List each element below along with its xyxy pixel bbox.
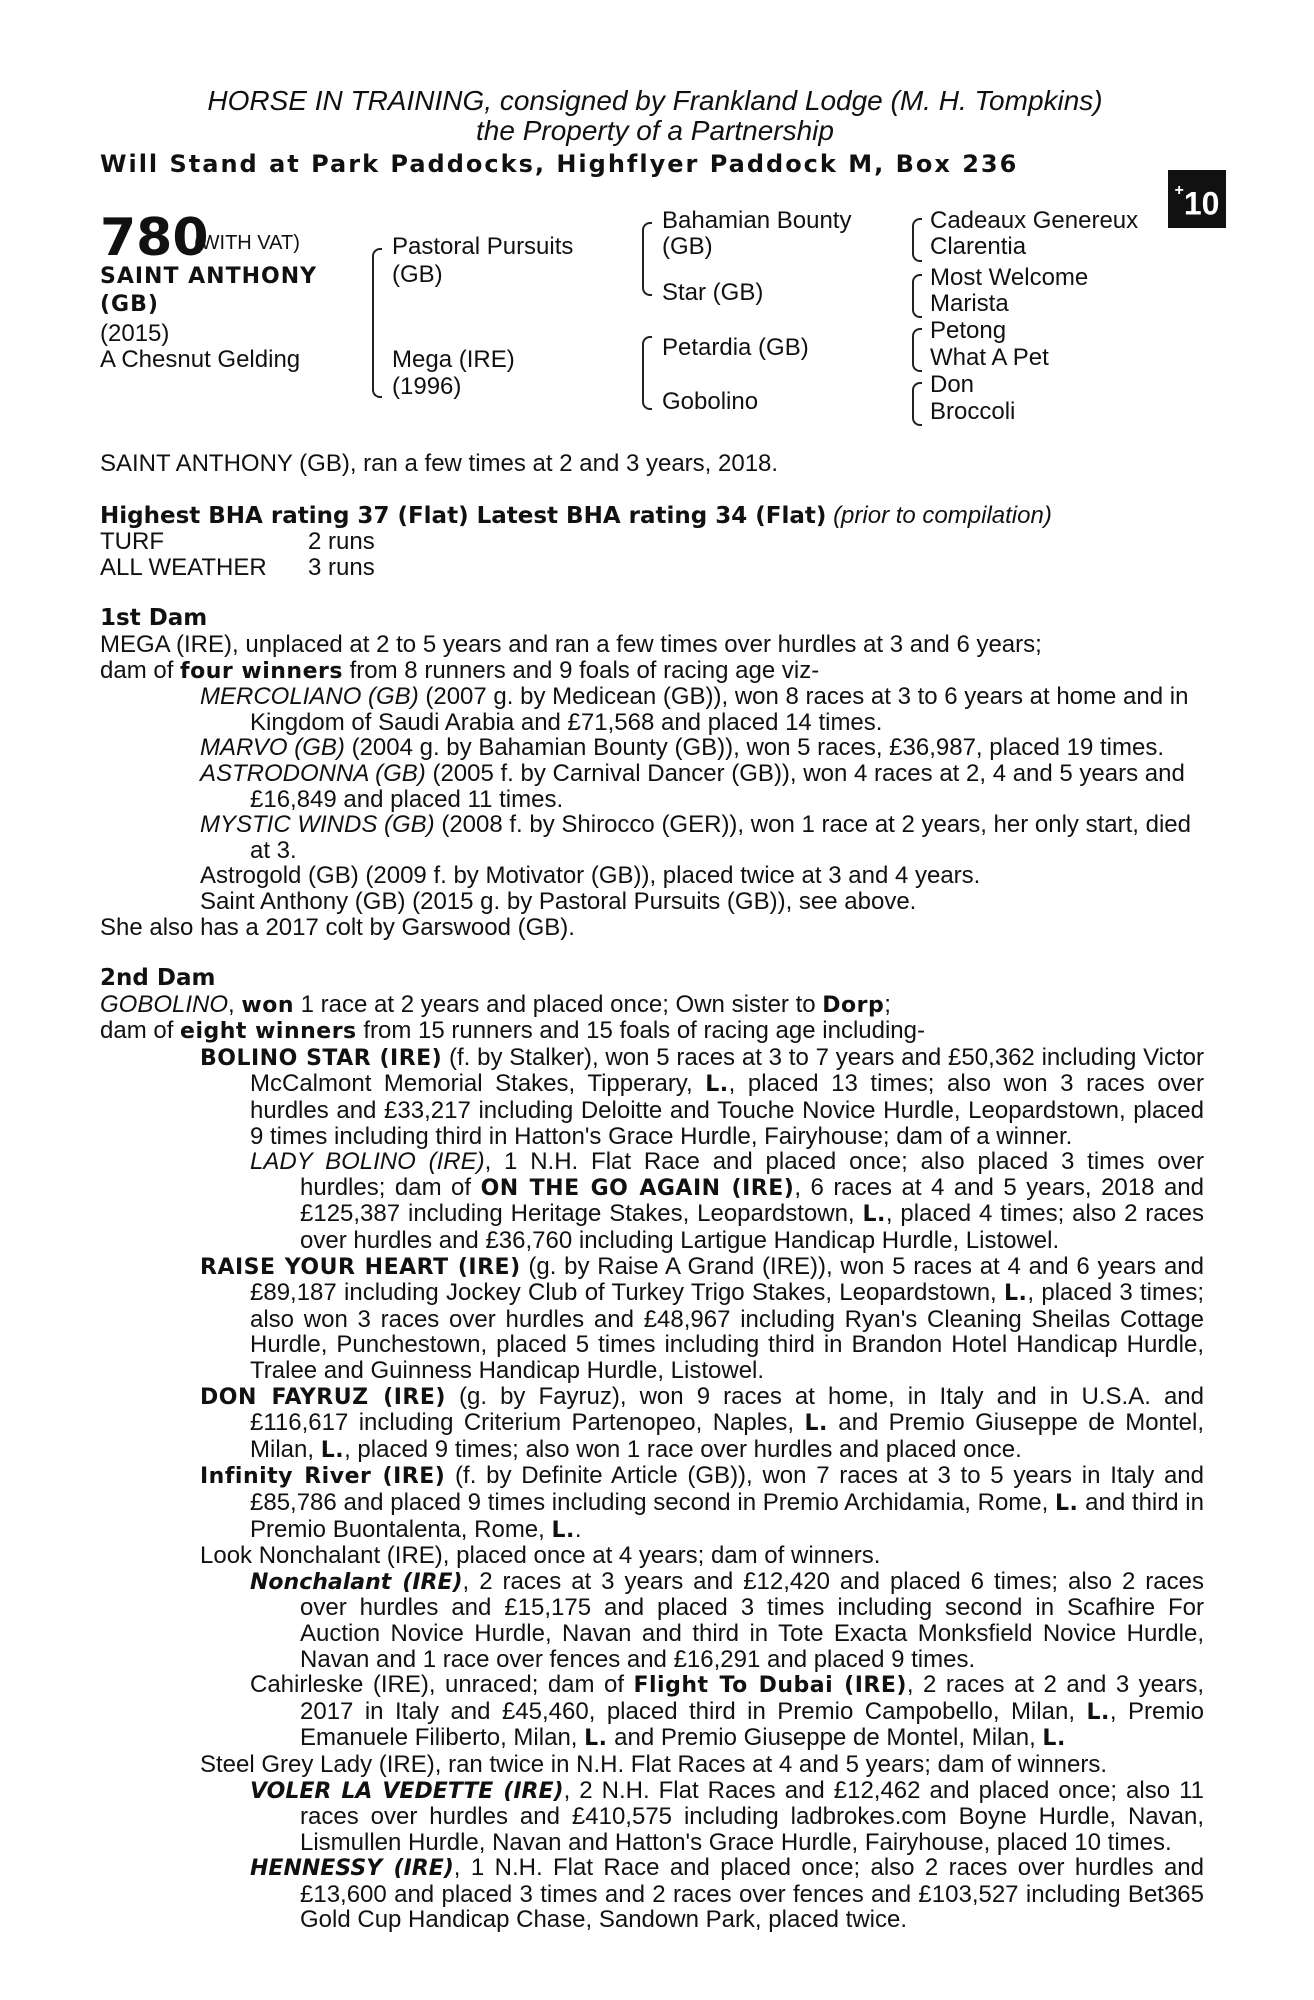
grand-offspring-entry: Nonchalant (IRE), 2 races at 3 years and £12,420 and placed 6 times; also 2 races over hurdles and £15,175 and placed 3 times including second in Scafhire For Auction Novice Hurdle, Navan and third in Tote Exacta Monksfield Novice Hurdle, Navan and 1 race over fences and £16,291 and placed 9 times.	[250, 1567, 1204, 1673]
ownership-line: the Property of a Partnership	[476, 115, 834, 146]
sire-country: (GB)	[392, 261, 443, 288]
grand-offspring-entry: Cahirleske (IRE), unraced; dam of Flight To Dubai (IRE), 2 races at 2 and 3 years, 2017 in Italy and £45,460, placed third in Premio Campobello, Milan, L., Premio Emanuele Filiberto, Milan, L. and Premio Giuseppe de Montel, Milan, L.	[250, 1671, 1204, 1752]
offspring-entry: RAISE YOUR HEART (IRE) (g. by Raise A Grand (IRE)), won 5 races at 4 and 6 years and £89,187 including Jockey Club of Turkey Trigo Stakes, Leopardstown, L., placed 3 times; also won 3 races over hurdles and £48,967 including Ryan's Cleaning Sheilas Cottage Hurdle, Punchestown, placed 5 times including third in Brandon Hotel Handicap Hurdle, Tralee and Guinness Handicap Hurdle, Listowel.	[200, 1252, 1204, 1384]
ped-ssd: Clarentia	[930, 233, 1027, 260]
lot-number: 780	[100, 208, 209, 268]
horse-name: SAINT ANTHONY (GB)	[100, 264, 318, 317]
ped-sss: Cadeaux Genereux	[930, 207, 1139, 234]
first-dam-heading: 1st Dam	[100, 605, 208, 632]
pedigree-brace	[912, 328, 922, 372]
pedigree-brace	[912, 274, 922, 318]
offspring-entry: MERCOLIANO (GB) (2007 g. by Medicean (GB)), won 8 races at 3 to 6 years at home and in Kingdom of Saudi Arabia and £71,568 and placed 14 times.	[200, 683, 1189, 736]
ped-dsd: What A Pet	[930, 344, 1049, 371]
dam-dam: Gobolino	[662, 388, 759, 415]
dam: Mega (IRE)	[392, 346, 515, 373]
sire-sire-country: (GB)	[662, 233, 713, 260]
offspring-entry: Infinity River (IRE) (f. by Definite Article (GB)), won 7 races at 3 to 5 years in Italy and £85,786 and placed 9 times including second in Premio Archidamia, Rome, L. and third in Premio Buontalenta, Rome, L..	[200, 1462, 1204, 1543]
offspring-entry: MARVO (GB) (2004 g. by Bahamian Bounty (GB)), won 5 races, £36,987, placed 19 times.	[200, 734, 1165, 762]
grand-offspring-entry: VOLER LA VEDETTE (IRE), 2 N.H. Flat Races and £12,462 and placed once; also 11 races over hurdles and £410,575 including ladbrokes.com Boyne Hurdle, Navan, Lismullen Hurdle, Navan and Hatton's Grace Hurdle, Fairyhouse, placed 10 times.	[250, 1776, 1204, 1856]
ped-dss: Petong	[930, 317, 1007, 344]
first-dam-record: MEGA (IRE), unplaced at 2 to 5 years and ran a few times over hurdles at 3 and 6 years;	[100, 630, 1042, 658]
bha-ratings: Highest BHA rating 37 (Flat) Latest BHA rating 34 (Flat) (prior to compilation)	[100, 501, 1052, 529]
ped-dds: Don	[930, 371, 975, 398]
second-dam-record: GOBOLINO, won 1 race at 2 years and placed once; Own sister to Dorp;	[100, 990, 891, 1018]
offspring-entry: ASTRODONNA (GB) (2005 f. by Carnival Dancer (GB)), won 4 races at 2, 4 and 5 years and £16,849 and placed 11 times.	[200, 759, 1185, 813]
offspring-note: She also has a 2017 colt by Garswood (GB).	[100, 913, 575, 941]
vat-note: (WITH VAT)	[194, 232, 300, 254]
grand-offspring-entry: HENNESSY (IRE), 1 N.H. Flat Race and placed once; also 2 races over hurdles and £13,600 and placed 3 times and 2 races over fences and £103,527 including Bet365 Gold Cup Handicap Chase, Sandown Park, placed twice.	[250, 1854, 1205, 1934]
ped-ddd: Broccoli	[930, 398, 1016, 425]
offspring-entry: Saint Anthony (GB) (2015 g. by Pastoral Pursuits (GB)), see above.	[200, 887, 917, 915]
foaling-year: (2015)	[100, 320, 170, 347]
first-dam-produce: dam of four winners from 8 runners and 9 foals of racing age viz-	[100, 656, 820, 684]
pedigree-brace	[912, 382, 922, 426]
offspring-entry: MYSTIC WINDS (GB) (2008 f. by Shirocco (GER)), won 1 race at 2 years, her only start, died at 3.	[200, 811, 1191, 864]
offspring-entry: Look Nonchalant (IRE), placed once at 4 years; dam of winners.	[200, 1542, 881, 1570]
race-summary: SAINT ANTHONY (GB), ran a few times at 2 and 3 years, 2018.	[100, 450, 779, 477]
turf-runs: TURF 2 runs	[100, 528, 375, 556]
second-dam-produce: dam of eight winners from 15 runners and 15 foals of racing age including-	[100, 1017, 925, 1045]
grand-offspring-entry: LADY BOLINO (IRE), 1 N.H. Flat Race and placed once; also placed 3 times over hurdles; dam of ON THE GO AGAIN (IRE), 6 races at 4 and 5 years, 2018 and £125,387 including Heritage Stakes, Leopardstown, L., placed 4 times; also 2 races over hurdles and £36,760 including Lartigue Handicap Hurdle, Listowel.	[250, 1148, 1205, 1255]
ped-sds: Most Welcome	[930, 264, 1089, 291]
lot-tag-badge: +10	[1168, 170, 1226, 228]
pedigree-brace	[912, 218, 922, 262]
consignor-line: HORSE IN TRAINING, consigned by Frankland Lodge (M. H. Tompkins)	[207, 85, 1103, 116]
offspring-entry: DON FAYRUZ (IRE) (g. by Fayruz), won 9 races at home, in Italy and in U.S.A. and £116,617 including Criterium Partenopeo, Naples, L. and Premio Giuseppe de Montel, Milan, L., placed 9 times; also won 1 race over hurdles and placed once.	[200, 1382, 1204, 1463]
ped-sdd: Marista	[930, 290, 1009, 317]
horse-description: A Chesnut Gelding	[100, 346, 301, 373]
all-weather-runs: ALL WEATHER 3 runs	[100, 553, 375, 581]
sire-dam: Star (GB)	[662, 279, 764, 306]
offspring-entry: Steel Grey Lady (IRE), ran twice in N.H. Flat Races at 4 and 5 years; dam of winners.	[200, 1750, 1108, 1778]
pedigree-brace	[642, 336, 652, 410]
pedigree-brace	[372, 248, 382, 398]
dam-year: (1996)	[392, 373, 462, 400]
second-dam-heading: 2nd Dam	[100, 965, 216, 992]
stand-location: Will Stand at Park Paddocks, Highflyer Paddock M, Box 236	[100, 150, 1019, 178]
dam-sire: Petardia (GB)	[662, 334, 809, 361]
pedigree-brace	[642, 222, 652, 296]
sire-sire: Bahamian Bounty	[662, 207, 852, 234]
offspring-entry: Astrogold (GB) (2009 f. by Motivator (GB)), placed twice at 3 and 4 years.	[200, 862, 981, 890]
sire: Pastoral Pursuits	[392, 233, 574, 260]
offspring-entry: BOLINO STAR (IRE) (f. by Stalker), won 5 races at 3 to 7 years and £50,362 including Victor McCalmont Memorial Stakes, Tipperary, L., placed 13 times; also won 3 races over hurdles and £33,217 including Deloitte and Touche Novice Hurdle, Leopardstown, placed 9 times including third in Hatton's Grace Hurdle, Fairyhouse; dam of a winner.	[200, 1043, 1205, 1150]
catalogue-body	[100, 451, 1204, 1933]
